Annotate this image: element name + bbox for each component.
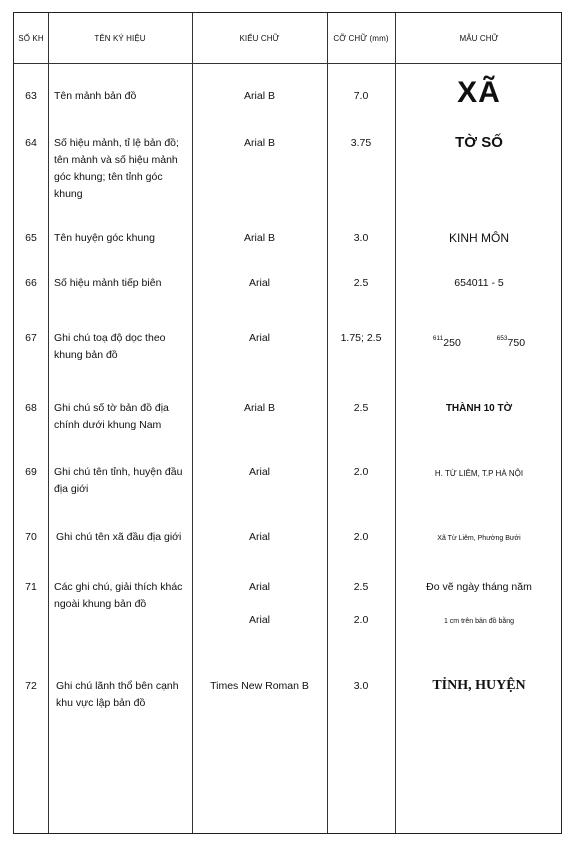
- header-num: SỐ KH: [18, 33, 44, 43]
- row-font: Arial: [248, 531, 270, 543]
- row-size: 2.5: [353, 402, 369, 414]
- row-size: 2.0: [353, 466, 369, 478]
- header-sample: MẪU CHỮ: [459, 33, 499, 43]
- row-font-2: Arial: [248, 614, 270, 626]
- row-font: Arial: [248, 466, 270, 478]
- row-num: 69: [25, 466, 37, 478]
- row-sample: 654011 - 5: [454, 277, 504, 289]
- row-sample: Xã Từ Liêm, Phường Bưởi: [437, 535, 521, 542]
- row-sample: XÃ: [457, 76, 501, 109]
- row-name: Tên huyện góc khung: [54, 232, 155, 244]
- row-size: 3.0: [353, 232, 369, 244]
- row-name: Các ghi chú, giải thích khác ngoài khung bản đồ: [54, 581, 183, 610]
- row-sample: Đo vẽ ngày tháng năm: [426, 581, 532, 593]
- row-sample: TỜ SỐ: [455, 134, 503, 151]
- row-sample: TỈNH, HUYỆN: [432, 678, 526, 693]
- row-font: Times New Roman B: [210, 680, 309, 692]
- row-font: Arial B: [244, 232, 275, 244]
- row-size: 2.0: [353, 531, 369, 543]
- coord-value: 250: [443, 337, 461, 349]
- row-size: 7.0: [353, 90, 369, 102]
- row-name: Tên mảnh bản đồ: [54, 90, 137, 102]
- row-size: 1.75; 2.5: [340, 332, 382, 344]
- row-num: 63: [25, 90, 37, 102]
- row-name: Ghi chú tên tỉnh, huyện đầu địa giới: [54, 466, 183, 495]
- row-num: 67: [25, 332, 37, 344]
- row-sample: [395, 330, 563, 352]
- row-name: Ghi chú số tờ bản đồ địa chính dưới khung Nam: [54, 402, 169, 431]
- row-num: 66: [25, 277, 37, 289]
- row-name: Số hiệu mảnh, tỉ lệ bản đồ; tên mảnh và số hiệu mảnh góc khung; tên tỉnh góc khung: [54, 137, 179, 200]
- coord-prefix: 611: [432, 335, 444, 342]
- row-name: Ghi chú tên xã đầu địa giới: [56, 531, 182, 543]
- row-num: 68: [25, 402, 37, 414]
- row-size: 3.0: [353, 680, 369, 692]
- row-font: Arial: [248, 581, 270, 593]
- column-divider: [48, 13, 49, 833]
- row-size: 2.5: [353, 581, 369, 593]
- row-num: 72: [25, 680, 37, 692]
- row-size: 2.5: [353, 277, 369, 289]
- header-name: TÊN KÝ HIỆU: [94, 33, 146, 43]
- header-divider: [14, 63, 561, 64]
- row-sample: H. TỪ LIÊM, T.P HÀ NỘI: [434, 469, 524, 478]
- header-font: KIỂU CHỮ: [239, 33, 280, 43]
- row-num: 64: [25, 137, 37, 149]
- row-num: 65: [25, 232, 37, 244]
- row-size-2: 2.0: [353, 614, 369, 626]
- row-sample: THÀNH 10 TỜ: [445, 403, 513, 414]
- row-sample-2: 1 cm trên bản đồ bằng: [443, 618, 515, 625]
- row-num: 70: [25, 531, 37, 543]
- row-name: Số hiệu mảnh tiếp biên: [54, 277, 162, 289]
- symbol-table: [13, 12, 562, 834]
- row-size: 3.75: [350, 137, 372, 149]
- coord-value: 750: [507, 337, 526, 349]
- row-font: Arial B: [244, 137, 275, 149]
- row-name: Ghi chú lãnh thổ bên cạnh khu vực lập bản đồ: [56, 680, 179, 709]
- row-name: Ghi chú toạ độ dọc theo khung bản đồ: [54, 332, 166, 361]
- row-font: Arial: [248, 332, 270, 344]
- row-num: 71: [25, 581, 37, 593]
- row-font: Arial B: [244, 90, 275, 102]
- row-font: Arial: [248, 277, 270, 289]
- row-font: Arial B: [244, 402, 275, 414]
- coord-prefix: 653: [496, 335, 508, 342]
- header-size: CỠ CHỮ (mm): [333, 33, 389, 43]
- row-sample: KINH MÔN: [449, 231, 509, 245]
